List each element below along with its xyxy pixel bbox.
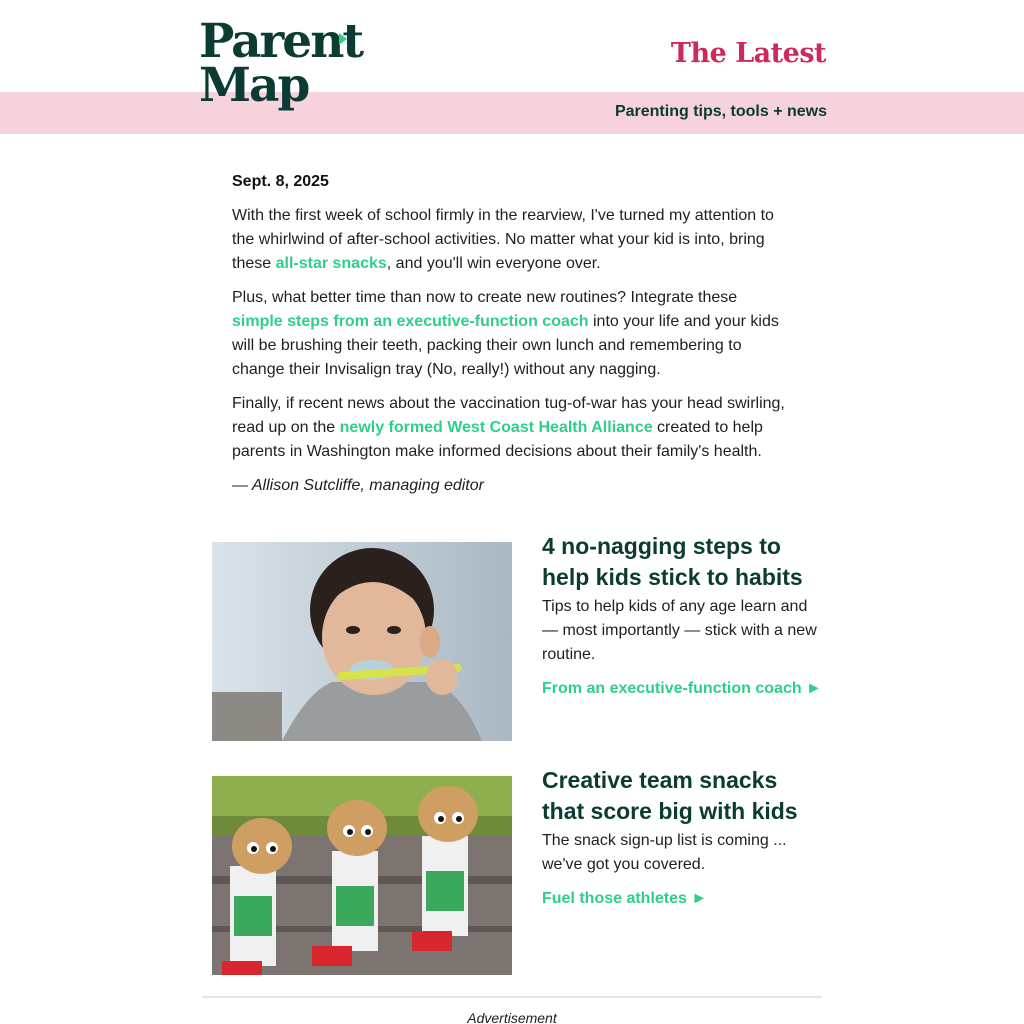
article-description: Tips to help kids of any age learn and — most importantly — stick with a new routine. — [542, 598, 817, 663]
editor-intro — [232, 170, 788, 508]
applesauce-snacks-illustration — [212, 776, 512, 975]
parentmap-logo[interactable] — [199, 14, 363, 120]
executive-function-coach-link[interactable]: simple steps from an executive-function coach — [232, 313, 589, 330]
article-description: The snack sign-up list is coming ... we've got you covered. — [542, 832, 787, 873]
intro-paragraph-2: Plus, what better time than now to create new routines? Integrate these simple steps from an executive-function coach into your life and your kids will be brushing their teeth, packing their own lunch and remembering to change their Invisalign tray (No, really!) without any nagging. — [232, 289, 779, 378]
article-cta-link[interactable]: Fuel those athletes ► — [542, 890, 708, 907]
west-coast-health-alliance-link[interactable]: newly formed West Coast Health Alliance — [339, 419, 653, 436]
applesauce-snacks-image[interactable] — [212, 776, 512, 975]
girl-brushing-teeth-illustration — [212, 542, 512, 741]
all-star-snacks-link[interactable]: all-star snacks — [275, 255, 387, 272]
intro-paragraph-1: With the first week of school firmly in the rearview, I've turned my attention to the whirlwind of after-school activities. No matter what your kid is into, bring these all-star snacks, and you'll win everyone over. — [232, 207, 774, 272]
advertisement-label: Advertisement — [467, 1010, 557, 1024]
logo-word-parent: Parent — [199, 14, 363, 69]
tagline: Parenting tips, tools + news — [614, 103, 827, 120]
play-triangle-icon — [339, 33, 347, 45]
tagline-band — [0, 92, 1024, 134]
section-title: The Latest — [670, 38, 826, 69]
article-cta-link[interactable]: From an executive-function coach ► — [542, 680, 822, 697]
article-title[interactable]: 4 no-nagging steps to help kids stick to habits — [542, 533, 803, 590]
article-body — [542, 765, 822, 911]
article-card-habits — [212, 531, 822, 741]
girl-brushing-teeth-image[interactable] — [212, 542, 512, 741]
article-title[interactable]: Creative team snacks that score big with kids — [542, 767, 798, 824]
intro-paragraph-3: Finally, if recent news about the vaccination tug-of-war has your head swirling, read up on the newly formed West Coast Health Alliance created to help parents in Washington make informed decisions about their family's health. — [232, 395, 785, 460]
issue-date: Sept. 8, 2025 — [232, 173, 329, 190]
article-body — [542, 531, 822, 701]
editor-signature: — Allison Sutcliffe, managing editor — [232, 477, 484, 494]
section-divider — [202, 996, 822, 998]
article-card-snacks — [212, 765, 822, 975]
logo-word-map: Map — [199, 58, 309, 113]
